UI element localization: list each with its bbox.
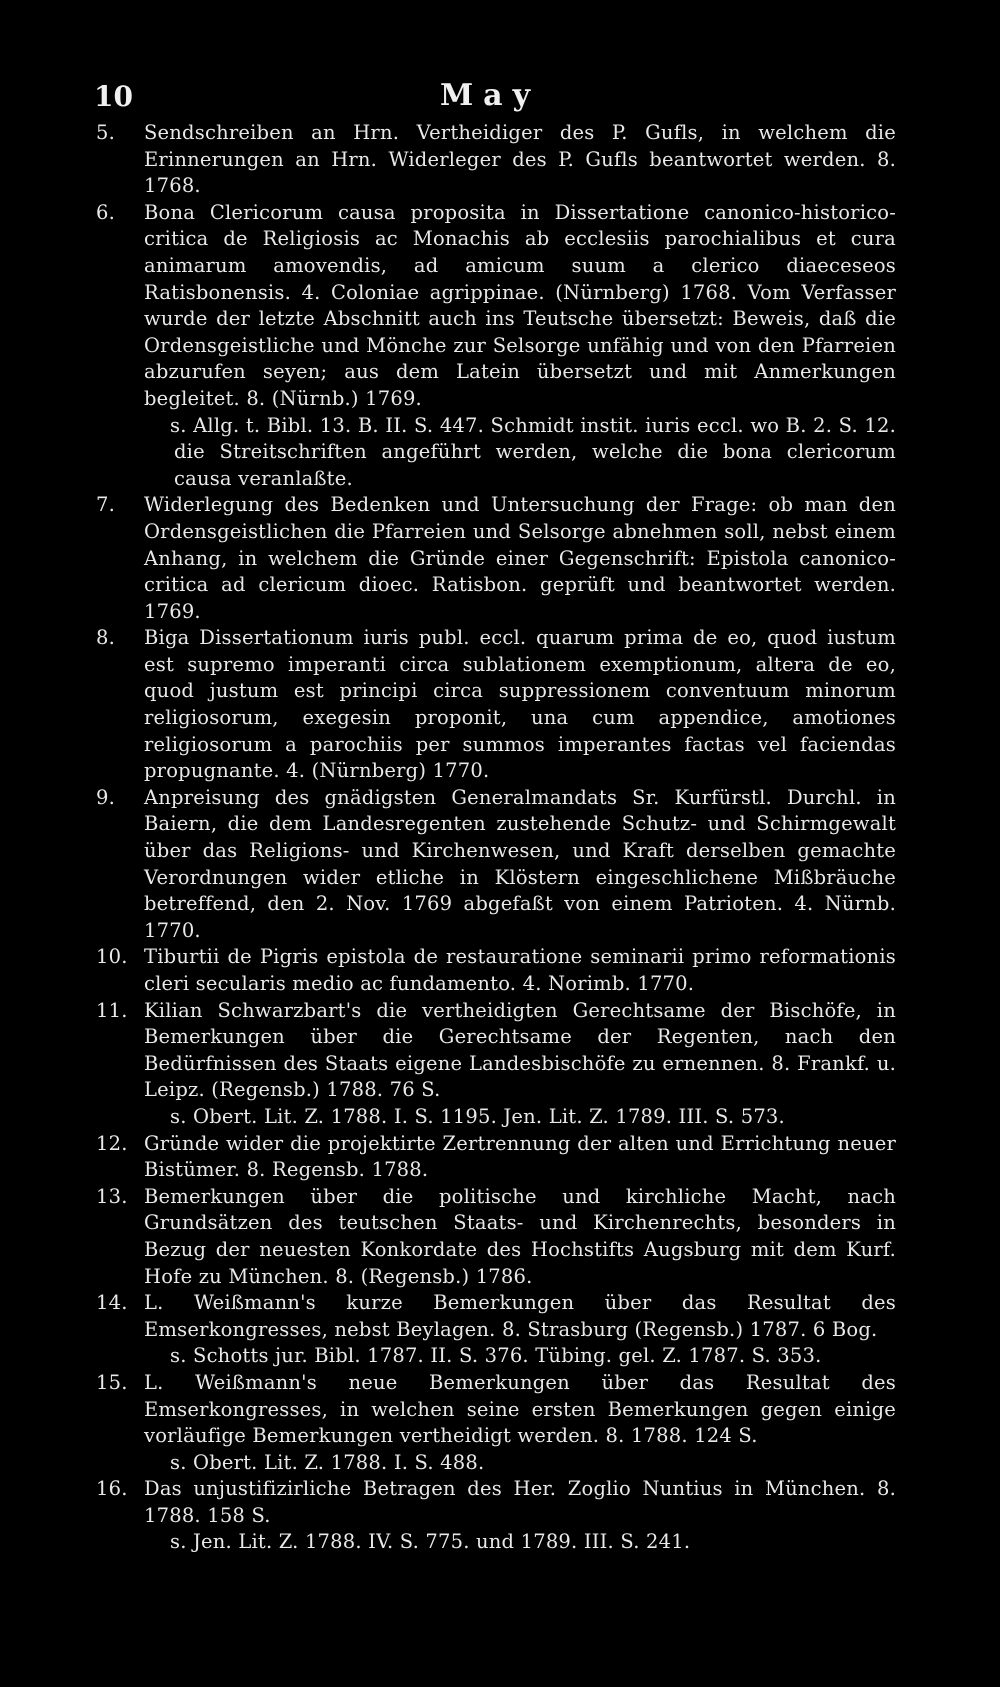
- bibliography-entry: [96, 785, 896, 945]
- entry-text: Bona Clericorum causa proposita in Dissertatione canonico-historico-critica de Religiosis ac Monachis ab ecclesiis parochialibus et cura animarum amovendis, ad amicum suum a clerico diaeceseos Ratisbonensis. 4. Coloniae agrippinae. (Nürnberg) 1768. Vom Verfasser wurde der letzte Abschnitt auch ins Teutsche übersetzt: Beweis, daß die Ordensgeistliche und Mönche zur Selsorge unfähig und von den Pfarreien abzurufen seyen; aus dem Latein übersetzt und mit Anmerkungen begleitet. 8. (Nürnb.) 1769.: [144, 200, 896, 410]
- entry-review-reference: s. Obert. Lit. Z. 1788. I. S. 1195. Jen. Lit. Z. 1789. III. S. 573.: [170, 1104, 785, 1128]
- entry-number: 6.: [96, 200, 116, 224]
- entry-text: Anpreisung des gnädigsten Generalmandats Sr. Kurfürstl. Durchl. in Baiern, die dem Landesregenten zustehende Schutz- und Schirmgewalt über das Religions- und Kirchenwesen, und Kraft derselben gemachte Verordnungen wider etliche in Klöstern eingeschlichene Mißbräuche betreffend, den 2. Nov. 1769 abgefaßt von einem Patrioten. 4. Nürnb. 1770.: [144, 785, 896, 942]
- entry-number: 9.: [96, 785, 116, 809]
- entry-number: 7.: [96, 493, 116, 517]
- bibliography-entry: [96, 625, 896, 785]
- entry-number: 8.: [96, 626, 116, 650]
- entry-text: Gründe wider die projektirte Zertrennung der alten und Errichtung neuer Bistümer. 8. Regensb. 1788.: [144, 1131, 896, 1182]
- entry-text: Tiburtii de Pigris epistola de restauratione seminarii primo reformationis cleri secularis medio ac fundamento. 4. Norimb. 1770.: [144, 945, 896, 995]
- bibliography-entry: [96, 944, 896, 997]
- entry-text: L. Weißmann's neue Bemerkungen über das Resultat des Emserkongresses, in welchen seine ersten Bemerkungen gegen einige vorläufige Bemerkungen vertheidigt werden. 8. 1788. 124 S.: [144, 1370, 896, 1448]
- entry-review-reference: s. Allg. t. Bibl. 13. B. II. S. 447. Schmidt instit. iuris eccl. wo B. 2. S. 12. die Streitschriften angeführt werden, welche die bona clericorum causa veranlaßte.: [170, 413, 896, 490]
- entry-review-reference: s. Obert. Lit. Z. 1788. I. S. 488.: [170, 1450, 485, 1474]
- entry-text: Sendschreiben an Hrn. Vertheidiger des P. Gufls, in welchem die Erinnerungen an Hrn. Widerleger des P. Gufls beantwortet werden. 8. 1768.: [144, 121, 896, 198]
- entry-number: 15.: [96, 1370, 128, 1394]
- entry-number: 10.: [96, 945, 128, 969]
- entry-text: L. Weißmann's kurze Bemerkungen über das Resultat des Emserkongresses, nebst Beylagen. 8. Strasburg (Regensb.) 1787. 6 Bog.: [144, 1291, 896, 1341]
- entry-number: 12.: [96, 1131, 128, 1155]
- bibliography-list: [96, 120, 896, 1556]
- bibliography-entry: [96, 1370, 896, 1476]
- entry-number: 14.: [96, 1291, 128, 1315]
- running-head: May: [439, 78, 541, 113]
- bibliography-entry: [96, 1290, 896, 1370]
- entry-number: 5.: [96, 121, 116, 144]
- bibliography-entry: [96, 120, 896, 200]
- bibliography-entry: [96, 1184, 896, 1290]
- entry-text: Widerlegung des Bedenken und Untersuchung der Frage: ob man den Ordensgeistlichen die Pfarreien und Selsorge abnehmen soll, nebst einem Anhang, in welchem die Gründe einer Gegenschrift: Epistola canonico-critica ad clericum dioec. Ratisbon. geprüft und beantwortet werden. 1769.: [144, 493, 896, 623]
- entry-review-reference: s. Schotts jur. Bibl. 1787. II. S. 376. Tübing. gel. Z. 1787. S. 353.: [170, 1344, 822, 1368]
- entry-text: Bemerkungen über die politische und kirchliche Macht, nach Grundsätzen des teutschen Staats- und Kirchenrechts, besonders in Bezug der neuesten Konkordate des Hochstifts Augsburg mit dem Kurf. Hofe zu München. 8. (Regensb.) 1786.: [144, 1184, 896, 1288]
- entry-number: 13.: [96, 1184, 128, 1208]
- entry-text: Biga Dissertationum iuris publ. eccl. quarum prima de eo, quod iustum est supremo imperanti circa sublationem exemptionum, altera de eo, quod justum est principi circa suppressionem conventuum minorum religiosorum, exegesin proponit, una cum appendice, amotiones religiosorum a parochiis per summos imperantes factas vel faciendas propugnante. 4. (Nürnberg) 1770.: [144, 626, 896, 783]
- entry-review-reference: s. Jen. Lit. Z. 1788. IV. S. 775. und 1789. III. S. 241.: [170, 1530, 691, 1554]
- page-header: [90, 80, 890, 120]
- bibliography-entry: [96, 1131, 896, 1184]
- bibliography-entry: [96, 1476, 896, 1556]
- page-number: 10: [94, 80, 133, 113]
- entry-number: 16.: [96, 1477, 128, 1501]
- entry-text: Das unjustifizirliche Betragen des Her. Zoglio Nuntius in München. 8. 1788. 158 S.: [144, 1477, 896, 1527]
- bibliography-entry: [96, 200, 896, 493]
- bibliography-entry: [96, 492, 896, 625]
- entry-number: 11.: [96, 998, 128, 1022]
- entry-text: Kilian Schwarzbart's die vertheidigten Gerechtsame der Bischöfe, in Bemerkungen über die Gerechtsame der Regenten, nach den Bedürfnissen des Staats eigene Landesbischöfe zu ernennen. 8. Frankf. u. Leipz. (Regensb.) 1788. 76 S.: [144, 998, 896, 1102]
- bibliography-entry: [96, 998, 896, 1131]
